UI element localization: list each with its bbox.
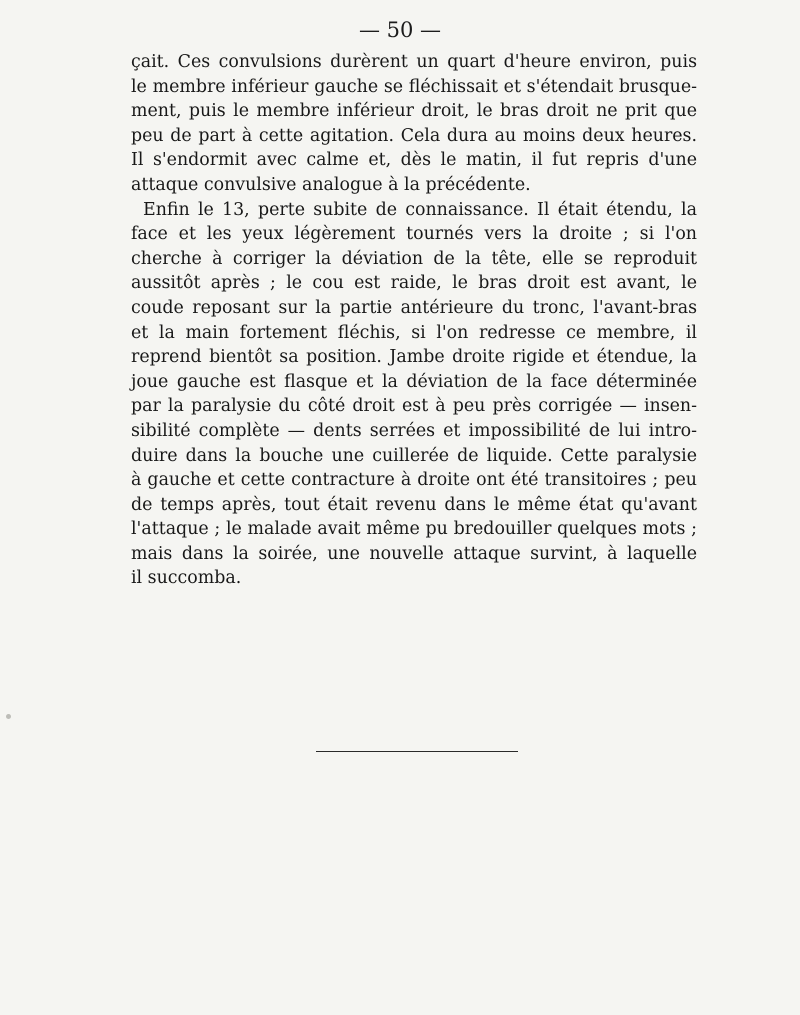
paragraph-2 bbox=[131, 198, 697, 592]
text-line: à gauche et cette contracture à droite ont été transitoires ; peu bbox=[131, 470, 697, 491]
body-text bbox=[131, 50, 697, 591]
text-line: duire dans la bouche une cuillerée de liquide. Cette paralysie bbox=[131, 445, 697, 466]
paper-speck bbox=[6, 714, 11, 719]
text-line: reprend bientôt sa position. Jambe droite rigide et étendue, la bbox=[131, 347, 697, 368]
text-line: et la main fortement fléchis, si l'on redresse ce membre, il bbox=[131, 322, 697, 343]
text-line: sibilité complète — dents serrées et impossibilité de lui intro- bbox=[131, 420, 697, 441]
show-through-text bbox=[135, 605, 695, 977]
text-line: face et les yeux légèrement tournés vers la droite ; si l'on bbox=[131, 224, 697, 245]
text-line: aussitôt après ; le cou est raide, le bras droit est avant, le bbox=[131, 273, 697, 294]
text-line: coude reposant sur la partie antérieure du tronc, l'avant-bras bbox=[131, 297, 697, 318]
text-line: ment, puis le membre inférieur droit, le bras droit ne prit que bbox=[131, 101, 697, 122]
text-line: par la paralysie du côté droit est à peu près corrigée — insen- bbox=[131, 396, 697, 417]
text-line: peu de part à cette agitation. Cela dura au moins deux heures. bbox=[131, 125, 697, 146]
page-number: — 50 — bbox=[358, 18, 442, 42]
text-line: Il s'endormit avec calme et, dès le matin, il fut repris d'une bbox=[131, 150, 697, 171]
text-line: le membre inférieur gauche se fléchissait et s'étendait brusque- bbox=[131, 76, 697, 97]
text-line: joue gauche est flasque et la déviation de la face déterminée bbox=[131, 371, 697, 392]
text-line: çait. Ces convulsions durèrent un quart d'heure environ, puis bbox=[131, 52, 697, 72]
section-divider-rule bbox=[316, 751, 518, 752]
text-line: l'attaque ; le malade avait même pu bredouiller quelques mots ; bbox=[131, 519, 697, 540]
text-line: de temps après, tout était revenu dans le même état qu'avant bbox=[131, 494, 697, 515]
text-line: mais dans la soirée, une nouvelle attaque survint, à laquelle bbox=[131, 543, 697, 564]
text-line: cherche à corriger la déviation de la tête, elle se reproduit bbox=[131, 248, 697, 269]
paragraph-1 bbox=[131, 50, 697, 198]
text-line: il succomba. bbox=[131, 568, 242, 589]
text-line: attaque convulsive analogue à la précédente. bbox=[131, 174, 531, 195]
text-line: Enfin le 13, perte subite de connaissance. Il était étendu, la bbox=[143, 199, 697, 220]
